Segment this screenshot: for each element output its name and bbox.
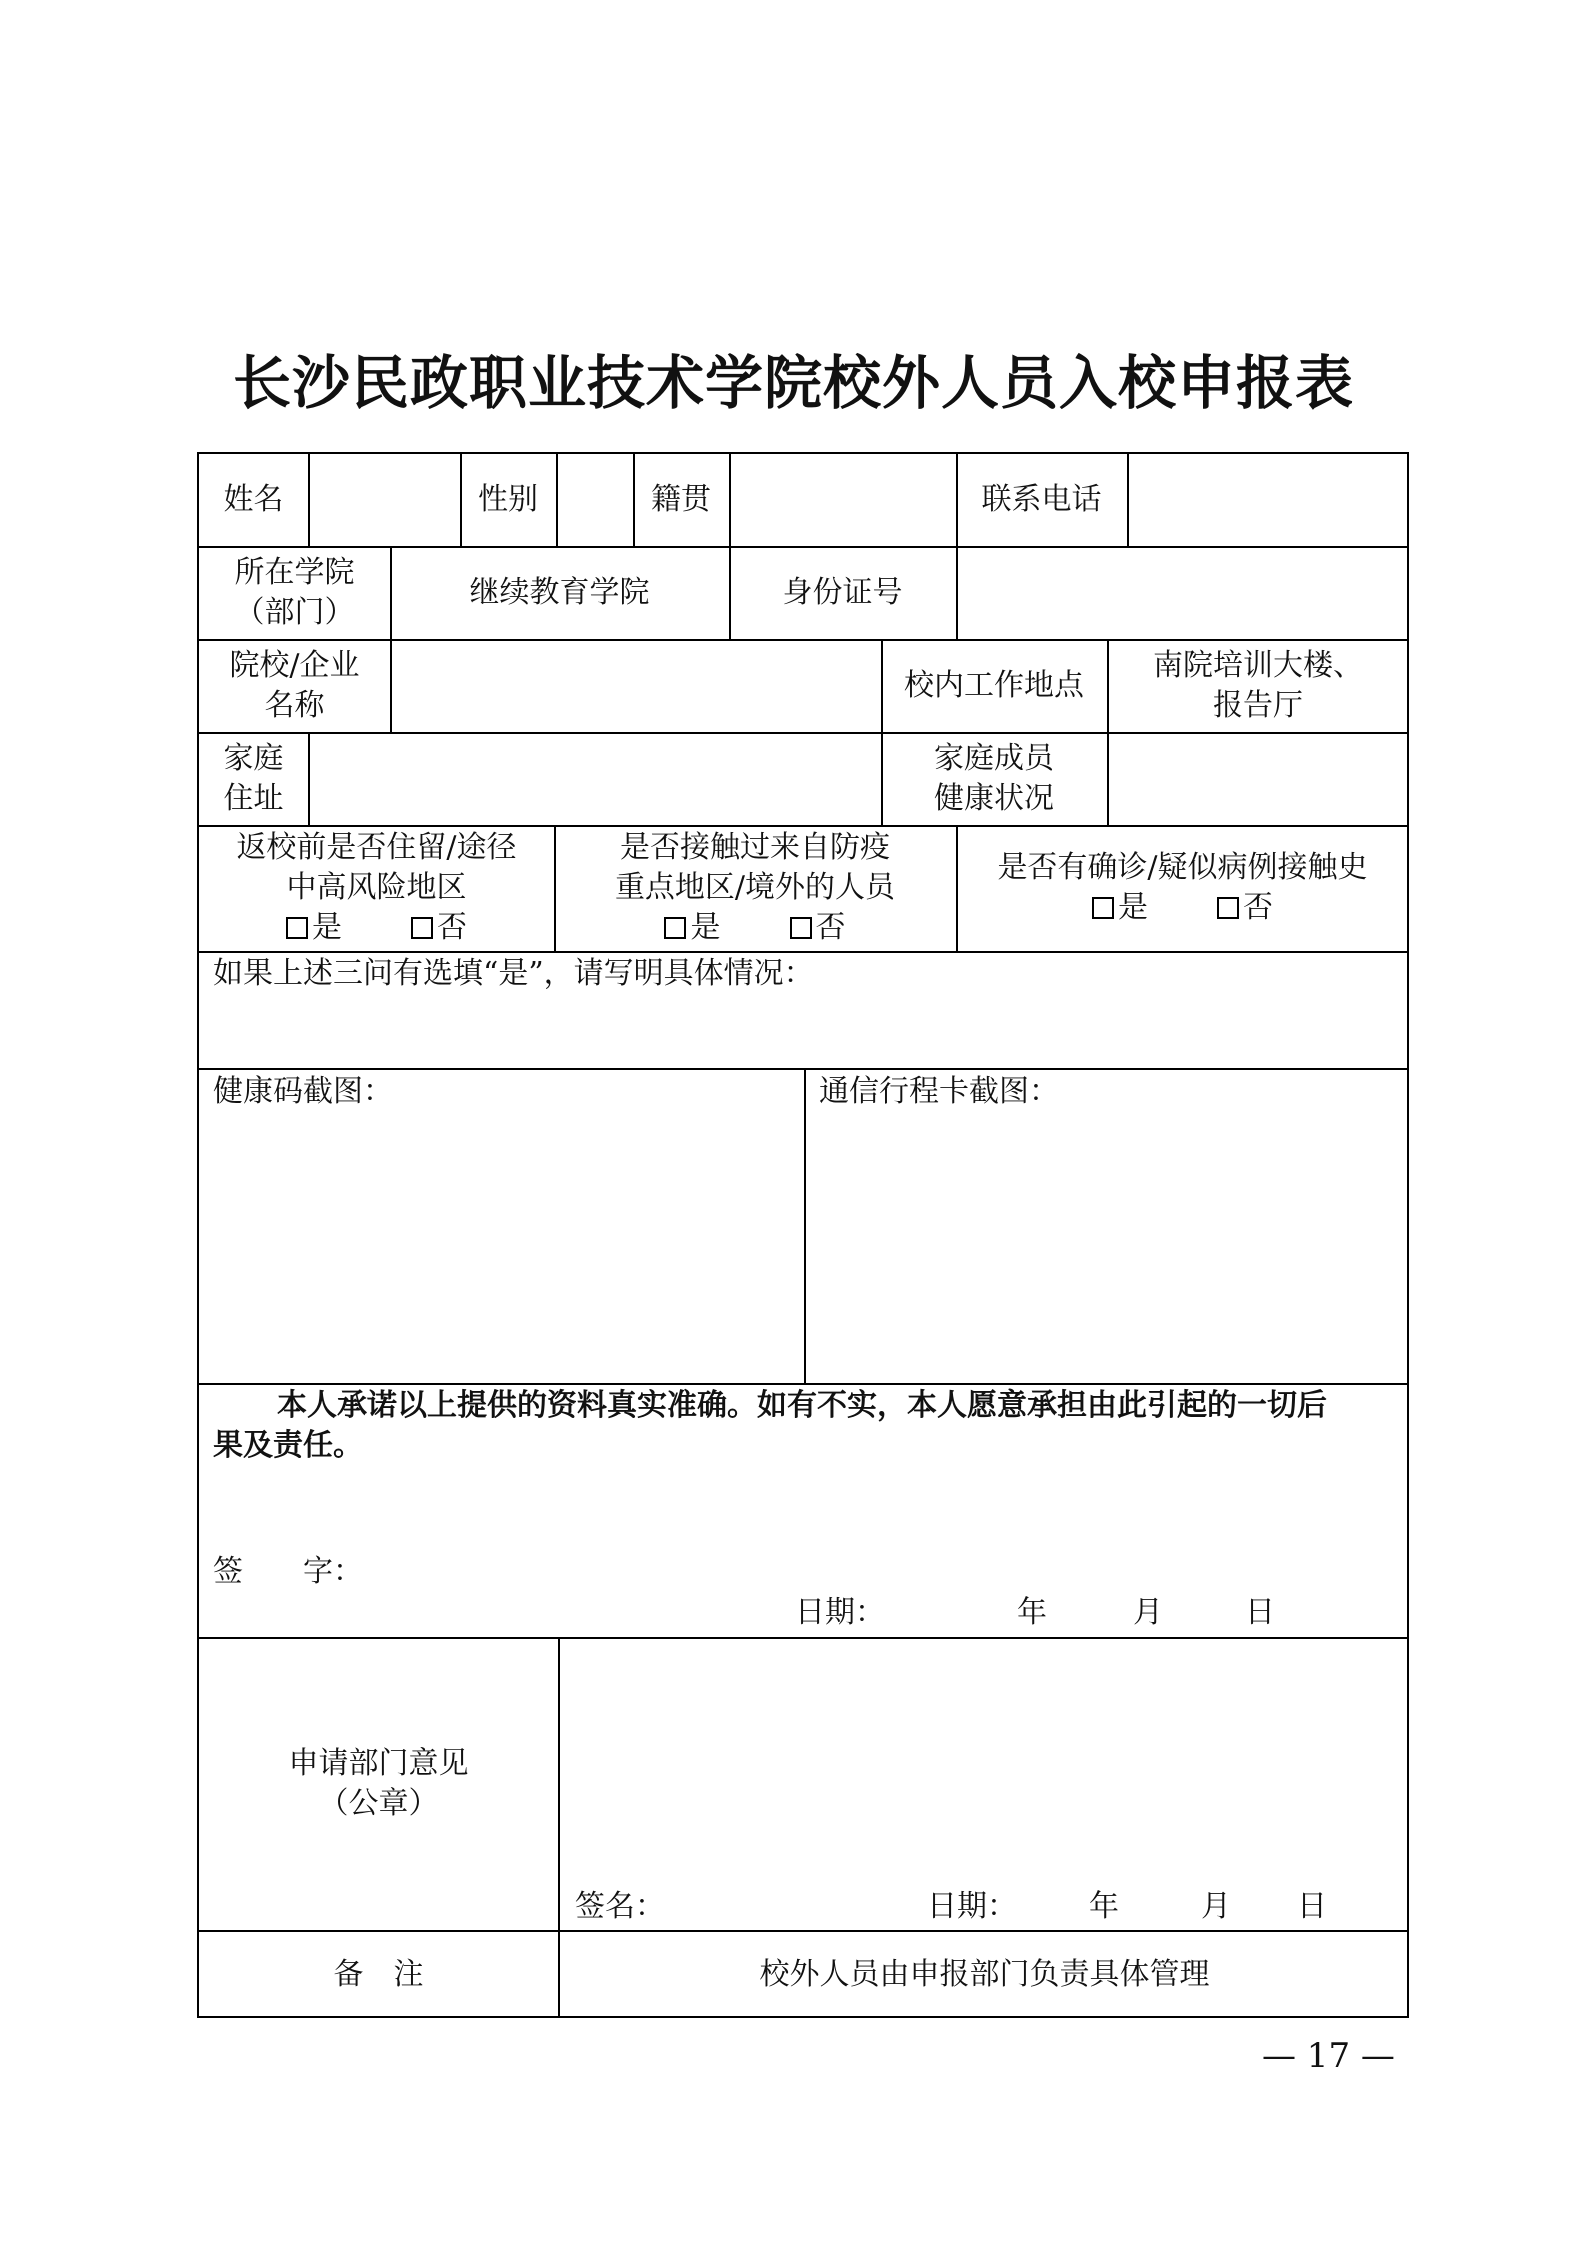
- checkbox-icon: [1217, 897, 1239, 919]
- yes-option[interactable]: [664, 908, 720, 948]
- organization-label-line1: 院校/企业: [229, 647, 360, 683]
- id-number-field[interactable]: [956, 546, 1409, 639]
- yes-no-options: [664, 908, 845, 948]
- no-label: 否: [815, 910, 846, 945]
- checkbox-icon: [411, 917, 433, 939]
- no-option[interactable]: [1217, 888, 1273, 928]
- remark-label: 备 注: [333, 1957, 424, 1992]
- pledge-year-label: 年: [1017, 1595, 1047, 1630]
- itinerary-card-label: 通信行程卡截图：: [819, 1074, 1059, 1109]
- department-opinion-field[interactable]: [560, 1639, 1409, 1869]
- organization-field[interactable]: [390, 639, 881, 732]
- remark-text: 校外人员由申报部门负责具体管理: [759, 1957, 1210, 1992]
- college-label-line1: 所在学院: [234, 554, 355, 590]
- signature-label: 签 字：: [213, 1554, 363, 1589]
- phone-field[interactable]: [1127, 454, 1409, 546]
- organization-label-line2: 名称: [264, 687, 325, 723]
- itinerary-card-upload-area[interactable]: [806, 1114, 1409, 1382]
- gender-field[interactable]: [556, 454, 633, 546]
- yes-option[interactable]: [1092, 888, 1148, 928]
- pledge-day-label: 日: [1245, 1595, 1275, 1630]
- no-label: 否: [1243, 890, 1274, 925]
- id-number-label: 身份证号: [782, 574, 903, 610]
- explanation-label: 如果上述三问有选填“是”，请写明具体情况：: [213, 956, 814, 991]
- question-line1: 是否有确诊/疑似病例接触史: [997, 850, 1368, 885]
- no-option[interactable]: [790, 908, 846, 948]
- department-date-label: 日期：: [927, 1889, 1017, 1924]
- gender-label: 性别: [478, 482, 538, 517]
- family-health-label-line2: 健康状况: [934, 780, 1054, 816]
- workplace-label: 校内工作地点: [904, 667, 1084, 703]
- home-address-label-line2: 住址: [223, 780, 284, 816]
- organization-label: [199, 639, 390, 732]
- yes-no-options: [1092, 888, 1273, 928]
- question-line2: 中高风险地区: [286, 870, 467, 905]
- yes-label: 是: [311, 910, 342, 945]
- family-health-field[interactable]: [1107, 732, 1409, 825]
- checkbox-icon: [790, 917, 812, 939]
- no-label: 否: [437, 910, 468, 945]
- form-title: 长沙民政职业技术学院校外人员入校申报表: [232, 349, 1354, 417]
- no-option[interactable]: [411, 908, 467, 948]
- phone-label: 联系电话: [981, 482, 1102, 517]
- department-month-label: 月: [1201, 1889, 1231, 1924]
- origin-label: 籍贯: [651, 482, 711, 517]
- question-line1: 是否接触过来自防疫: [620, 830, 890, 865]
- question-line1: 返校前是否住留/途径: [236, 830, 517, 865]
- department-sign-label: 签名：: [575, 1889, 665, 1924]
- yes-label: 是: [1117, 890, 1148, 925]
- name-label: 姓名: [223, 482, 284, 517]
- college-label-line2: （部门）: [234, 594, 355, 630]
- health-code-label: 健康码截图：: [213, 1074, 393, 1109]
- checkbox-icon: [286, 917, 308, 939]
- pledge-text-line2: 果及责任。: [213, 1428, 363, 1463]
- origin-field[interactable]: [729, 454, 956, 546]
- question-risk-area: [199, 825, 554, 951]
- checkbox-icon: [1092, 897, 1114, 919]
- workplace-value-line2: 报告厅: [1213, 687, 1303, 723]
- yes-label: 是: [690, 910, 721, 945]
- family-health-label-line1: 家庭成员: [934, 740, 1054, 776]
- signature-field[interactable]: [359, 1549, 859, 1591]
- college-value[interactable]: 继续教育学院: [469, 574, 650, 610]
- explanation-field[interactable]: [199, 999, 1409, 1067]
- health-code-upload-area[interactable]: [199, 1114, 803, 1382]
- question-contact-key-area: [554, 825, 956, 951]
- department-opinion-line1: 申请部门意见: [288, 1745, 469, 1781]
- home-address-field[interactable]: [308, 732, 881, 825]
- home-address-label: [199, 732, 308, 825]
- college-label: [199, 546, 390, 639]
- department-year-label: 年: [1089, 1889, 1119, 1924]
- workplace-value[interactable]: [1107, 639, 1409, 732]
- pledge-text-line1: 本人承诺以上提供的资料真实准确。如有不实，本人愿意承担由此引起的一切后: [277, 1388, 1327, 1423]
- workplace-value-line1: 南院培训大楼、: [1153, 647, 1363, 683]
- page-number: — 17 —: [1262, 2036, 1395, 2076]
- row-divider: [199, 951, 1409, 953]
- question-line2: 重点地区/境外的人员: [614, 870, 896, 905]
- question-case-contact: [956, 825, 1409, 951]
- checkbox-icon: [664, 917, 686, 939]
- pledge-month-label: 月: [1133, 1595, 1163, 1630]
- pledge-date-label: 日期：: [795, 1595, 885, 1630]
- yes-no-options: [286, 908, 467, 948]
- row-divider: [199, 1383, 1409, 1385]
- department-opinion-line2: （公章）: [318, 1785, 439, 1821]
- application-form-table: [197, 452, 1409, 2018]
- name-field[interactable]: [308, 454, 460, 546]
- yes-option[interactable]: [286, 908, 342, 948]
- family-health-label: [881, 732, 1107, 825]
- department-day-label: 日: [1297, 1889, 1327, 1924]
- department-opinion-label: [199, 1637, 558, 1930]
- home-address-label-line1: 家庭: [223, 740, 284, 776]
